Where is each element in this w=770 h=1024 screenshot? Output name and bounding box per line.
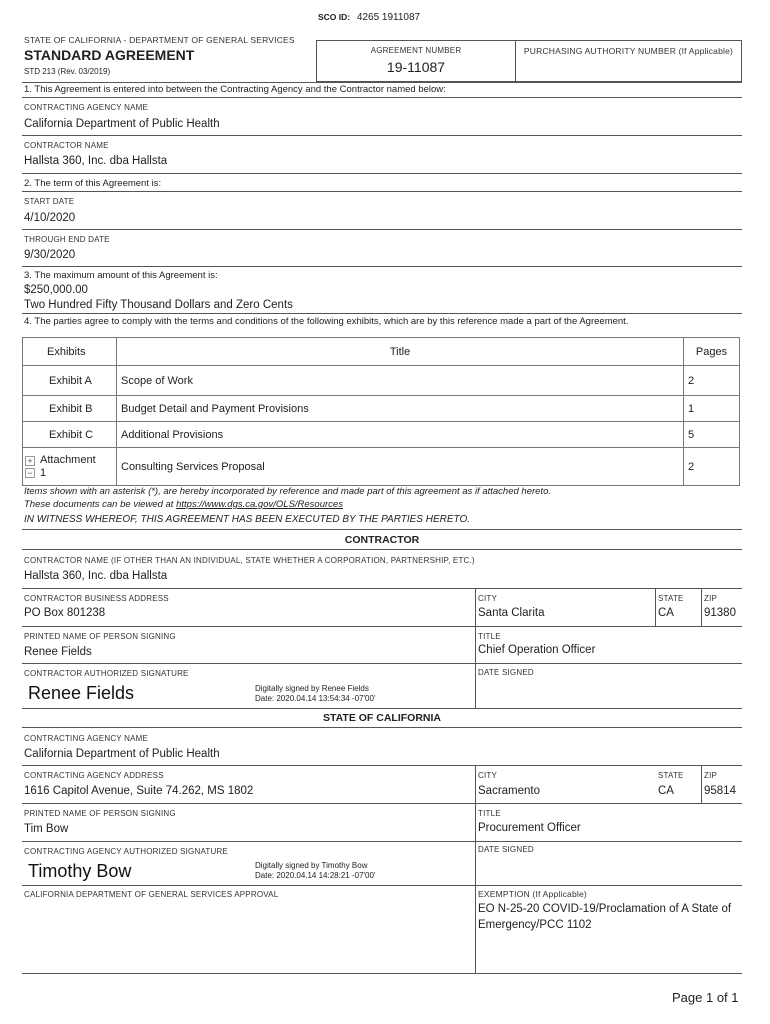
agreement-number-box	[316, 40, 516, 82]
state-heading: STATE OF CALIFORNIA	[322, 712, 442, 724]
exhibit-attachment-label: Attachment 1	[40, 453, 96, 479]
max-amount: $250,000.00	[24, 284, 88, 296]
exhibits-table-header	[23, 338, 740, 366]
state-city: Sacramento	[478, 785, 541, 797]
col-title: Title	[117, 338, 684, 366]
contractor-signer-label: PRINTED NAME OF PERSON SIGNING	[24, 632, 176, 641]
title-cell: Scope of Work	[117, 366, 684, 396]
contractor-name: Hallsta 360, Inc. dba Hallsta	[24, 155, 168, 167]
documents-note-text: These documents can be viewed at	[24, 499, 177, 510]
col-exhibits: Exhibits	[23, 338, 117, 366]
state-department: STATE OF CALIFORNIA - DEPARTMENT OF GENERAL SERVICES	[24, 35, 295, 45]
state-city-label: CITY	[478, 771, 498, 780]
state-address-label: CONTRACTING AGENCY ADDRESS	[24, 771, 164, 780]
contractor-address-label: CONTRACTOR BUSINESS ADDRESS	[24, 594, 169, 603]
exhibits-table	[22, 337, 740, 486]
add-row-icon[interactable]: +	[25, 456, 35, 466]
contractor-signature: Renee Fields	[28, 683, 135, 703]
title-cell: Consulting Services Proposal	[117, 448, 684, 486]
section1-intro: 1. This Agreement is entered into between the Contracting Agency and the Contractor named below:	[24, 84, 446, 95]
contractor-signature-label: CONTRACTOR AUTHORIZED SIGNATURE	[24, 669, 189, 678]
amount-in-words: Two Hundred Fifty Thousand Dollars and Zero Cents	[24, 299, 293, 311]
col-pages: Pages	[684, 338, 740, 366]
exemption-label: EXEMPTION (If Applicable)	[478, 889, 587, 899]
state-date-signed-label: DATE SIGNED	[478, 845, 534, 854]
state-agency-label: CONTRACTING AGENCY NAME	[24, 734, 149, 743]
section4-intro: 4. The parties agree to comply with the terms and conditions of the following exhibits, which are by this reference made a part of the Agreement.	[24, 316, 629, 327]
state-state: CA	[658, 785, 674, 797]
start-date-label: START DATE	[24, 197, 75, 206]
state-zip: 95814	[704, 785, 736, 797]
contractor-title-label: TITLE	[478, 632, 501, 641]
table-row	[23, 366, 740, 396]
page-number: Page 1 of 1	[672, 990, 739, 1005]
state-digital-line2: Date: 2020.04.14 14:28:21 -07'00'	[255, 871, 376, 880]
state-state-label: STATE	[658, 771, 684, 780]
contractor-date-signed-label: DATE SIGNED	[478, 668, 534, 677]
end-date-label: THROUGH END DATE	[24, 235, 110, 244]
resources-link[interactable]: https://www.dgs.ca.gov/OLS/Resources	[176, 499, 343, 510]
state-digital-signature	[255, 861, 375, 881]
title-cell: Budget Detail and Payment Provisions	[117, 396, 684, 422]
contractor-heading: CONTRACTOR	[344, 534, 420, 546]
purchasing-authority-box	[516, 40, 742, 82]
purchasing-authority-label: PURCHASING AUTHORITY NUMBER (If Applicable)	[523, 46, 734, 56]
state-signature-label: CONTRACTING AGENCY AUTHORIZED SIGNATURE	[24, 847, 228, 856]
agreement-number-label: AGREEMENT NUMBER	[370, 46, 462, 55]
contractor-city-label: CITY	[478, 594, 498, 603]
contractor-state-label: STATE	[658, 594, 684, 603]
state-address: 1616 Capitol Avenue, Suite 74.262, MS 1802	[24, 785, 254, 797]
contractor-digital-line1: Digitally signed by Renee Fields	[255, 684, 369, 693]
contractor-legal-name: Hallsta 360, Inc. dba Hallsta	[24, 570, 168, 582]
state-agency: California Department of Public Health	[24, 748, 220, 760]
sco-id	[318, 12, 420, 23]
contractor-address: PO Box 801238	[24, 607, 106, 619]
exhibit-cell: Exhibit A	[23, 366, 117, 396]
asterisk-note: Items shown with an asterisk (*), are hereby incorporated by reference and made part of this agreement as if attached hereto.	[24, 486, 551, 497]
table-row	[23, 448, 740, 486]
contractor-city: Santa Clarita	[478, 607, 545, 619]
exemption-line2: Emergency/PCC 1102	[478, 919, 592, 931]
exemption-line1: EO N-25-20 COVID-19/Proclamation of A State of	[478, 903, 732, 915]
state-signature: Timothy Bow	[28, 861, 132, 881]
witness-statement: IN WITNESS WHEREOF, THIS AGREEMENT HAS BEEN EXECUTED BY THE PARTIES HERETO.	[24, 514, 471, 525]
documents-note	[24, 499, 343, 510]
pages-cell: 1	[684, 396, 740, 422]
sco-id-value: 4265 1911087	[356, 12, 421, 23]
contracting-agency-name: California Department of Public Health	[24, 118, 220, 130]
pages-cell: 2	[684, 366, 740, 396]
sco-id-label: SCO ID:	[318, 12, 351, 22]
title-cell: Additional Provisions	[117, 422, 684, 448]
state-digital-line1: Digitally signed by Timothy Bow	[255, 861, 368, 870]
dgs-approval-label: CALIFORNIA DEPARTMENT OF GENERAL SERVICES APPROVAL	[24, 890, 279, 899]
state-zip-label: ZIP	[704, 771, 718, 780]
state-title: Procurement Officer	[478, 822, 581, 834]
exhibit-cell	[23, 448, 117, 486]
form-number: STD 213 (Rev. 03/2019)	[24, 67, 111, 76]
contractor-digital-signature	[255, 684, 375, 704]
contractor-name-label: CONTRACTOR NAME	[24, 141, 109, 150]
contractor-digital-line2: Date: 2020.04.14 13:54:34 -07'00'	[255, 694, 376, 703]
pages-cell: 2	[684, 448, 740, 486]
exhibit-cell: Exhibit C	[23, 422, 117, 448]
section2-intro: 2. The term of this Agreement is:	[24, 178, 162, 189]
contractor-zip: 91380	[704, 607, 736, 619]
end-date: 9/30/2020	[24, 249, 76, 261]
contractor-state: CA	[658, 607, 674, 619]
state-signer-label: PRINTED NAME OF PERSON SIGNING	[24, 809, 176, 818]
form-title: STANDARD AGREEMENT	[24, 47, 195, 63]
contractor-zip-label: ZIP	[704, 594, 718, 603]
pages-cell: 5	[684, 422, 740, 448]
remove-row-icon[interactable]: −	[25, 468, 35, 478]
contractor-signer: Renee Fields	[24, 646, 92, 658]
contractor-legal-name-label: CONTRACTOR NAME (IF OTHER THAN AN INDIVIDUAL, STATE WHETHER A CORPORATION, PARTNERSHIP, ETC.)	[24, 556, 475, 565]
state-signer: Tim Bow	[24, 823, 69, 835]
table-row	[23, 396, 740, 422]
table-row	[23, 422, 740, 448]
contractor-title: Chief Operation Officer	[478, 644, 596, 656]
agreement-number: 19-11087	[386, 59, 446, 75]
state-title-label: TITLE	[478, 809, 501, 818]
exhibit-cell: Exhibit B	[23, 396, 117, 422]
start-date: 4/10/2020	[24, 212, 76, 224]
section3-intro: 3. The maximum amount of this Agreement is:	[24, 270, 218, 281]
contracting-agency-label: CONTRACTING AGENCY NAME	[24, 103, 149, 112]
